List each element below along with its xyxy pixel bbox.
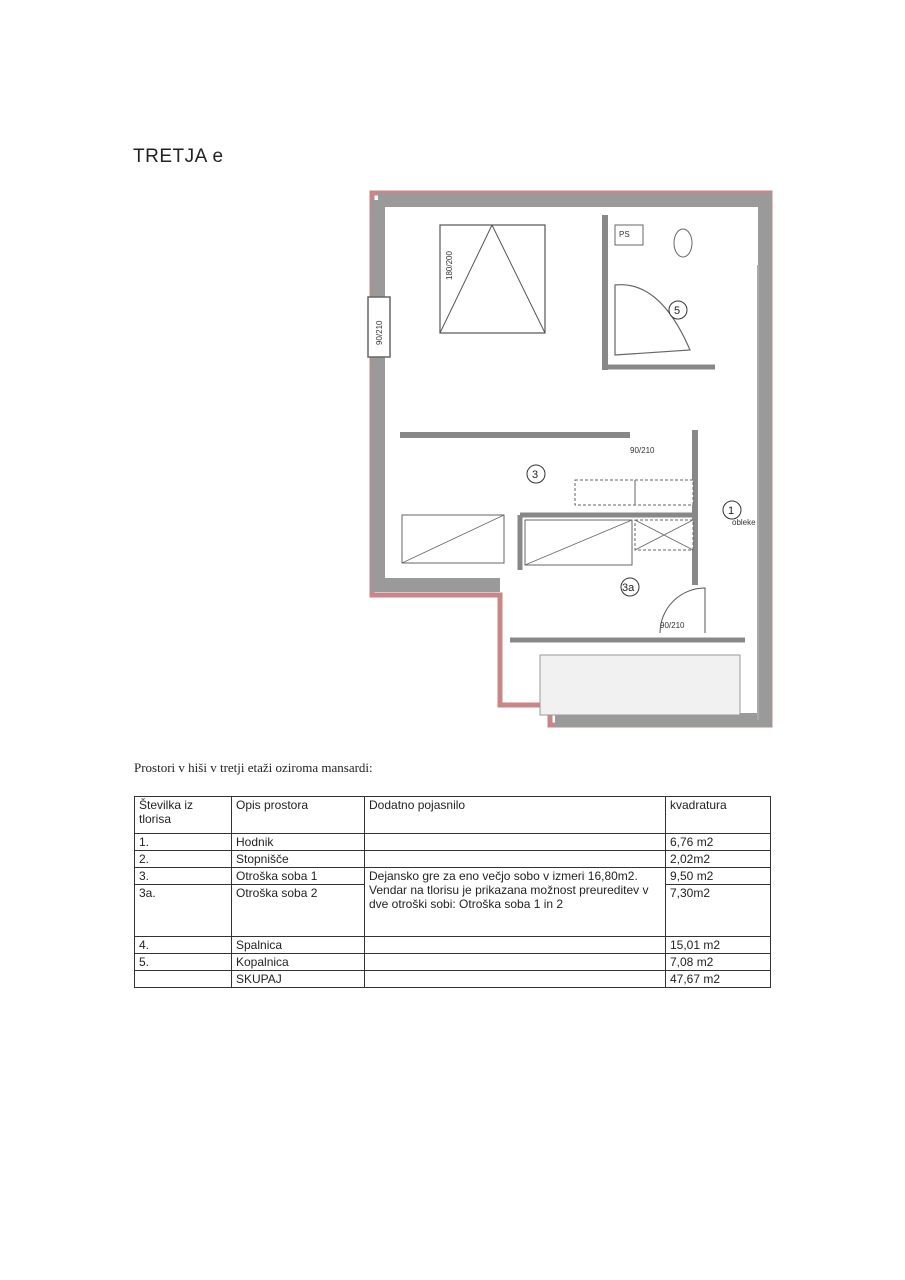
row-area: 7,08 m2 [666, 954, 771, 971]
page-title: TRETJA e [133, 146, 224, 167]
row-note [365, 834, 666, 851]
row-note [365, 851, 666, 868]
row-area: 2,02m2 [666, 851, 771, 868]
row-name: Kopalnica [232, 954, 365, 971]
row-number: 1. [135, 834, 232, 851]
floor-plan-drawing [360, 185, 780, 735]
room-marker-1: 1 [728, 505, 735, 517]
row-area: 15,01 m2 [666, 937, 771, 954]
room-marker-3: 3 [532, 469, 539, 481]
header-description: Opis prostora [232, 797, 365, 834]
room-marker-5: 5 [674, 305, 681, 317]
row-name: Hodnik [232, 834, 365, 851]
row-name: Otroška soba 1 [232, 868, 365, 885]
header-number: Številka iz tlorisa [135, 797, 232, 834]
table-row [135, 954, 771, 971]
floor-plan [360, 185, 780, 735]
door-label-upper: 90/210 [630, 446, 655, 455]
row-name: Otroška soba 2 [232, 885, 365, 937]
row-name: Stopnišče [232, 851, 365, 868]
total-area: 47,67 m2 [666, 971, 771, 988]
row-number: 5. [135, 954, 232, 971]
table-row [135, 868, 771, 885]
total-number [135, 971, 232, 988]
hall-tag: obleke [732, 518, 756, 527]
row-area: 7,30m2 [666, 885, 771, 937]
row-name: Spalnica [232, 937, 365, 954]
row-number: 3. [135, 868, 232, 885]
table-row [135, 937, 771, 954]
row-number: 2. [135, 851, 232, 868]
row-number: 4. [135, 937, 232, 954]
row-area: 9,50 m2 [666, 868, 771, 885]
bed-label: 180/200 [445, 251, 454, 280]
table-header-row [135, 797, 771, 834]
table-row [135, 834, 771, 851]
header-note: Dodatno pojasnilo [365, 797, 666, 834]
table-row [135, 851, 771, 868]
table-total-row [135, 971, 771, 988]
row-note: Dejansko gre za eno večjo sobo v izmeri 16,80m2. Vendar na tlorisu je prikazana možnost preureditev v dve otroški sobi: Otroška soba 1 in 2 [365, 868, 666, 937]
row-note [365, 937, 666, 954]
row-number: 3a. [135, 885, 232, 937]
room-marker-3a: 3a [622, 582, 635, 594]
total-note [365, 971, 666, 988]
sink-label: PS [619, 230, 630, 239]
window-label: 90/210 [375, 320, 384, 345]
header-area: kvadratura [666, 797, 771, 834]
total-label: SKUPAJ [232, 971, 365, 988]
table-caption: Prostori v hiši v tretji etaži oziroma mansardi: [134, 760, 373, 775]
rooms-table [134, 796, 771, 988]
row-area: 6,76 m2 [666, 834, 771, 851]
door-label-lower: 90/210 [660, 621, 685, 630]
row-note [365, 954, 666, 971]
